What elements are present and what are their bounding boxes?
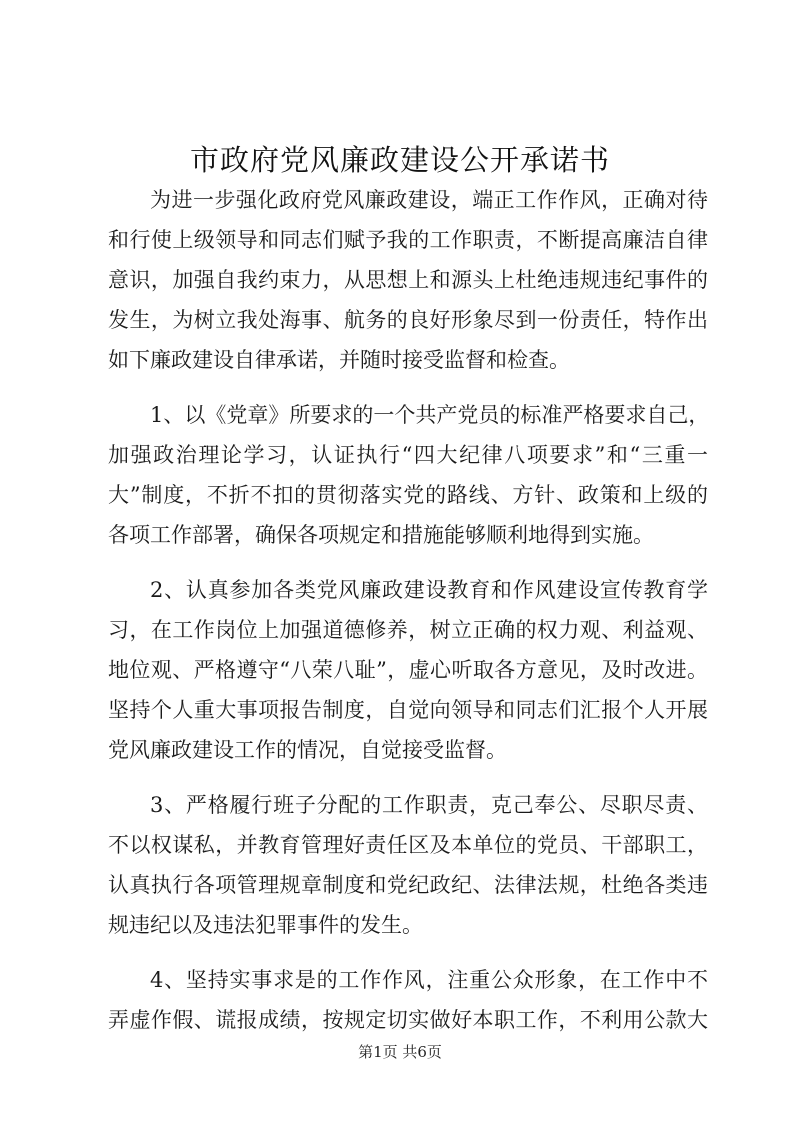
paragraph-item-3 (108, 785, 708, 945)
text-line: 如下廉政建设自律承诺，并随时接受监督和检查。 (108, 348, 570, 372)
paragraph-intro (108, 180, 708, 380)
text-line: 各项工作部署，确保各项规定和措施能够顺利地得到实施。 (108, 523, 654, 547)
text-line: 发生，为树立我处海事、航务的良好形象尽到一份责任，特作出 (108, 308, 708, 332)
text-line: 规违纪以及违法犯罪事件的发生。 (108, 913, 423, 937)
text-line: 弄虚作假、谎报成绩，按规定切实做好本职工作，不利用公款大 (108, 1008, 708, 1032)
page-number-footer: 第1页 共6页 (358, 1043, 442, 1061)
paragraph-item-4 (108, 960, 708, 1040)
text-line: 党风廉政建设工作的情况，自觉接受监督。 (108, 738, 507, 762)
text-line: 意识，加强自我约束力，从思想上和源头上杜绝违规违纪事件的 (108, 268, 708, 292)
text-line: 加强政治理论学习，认证执行“四大纪律八项要求”和“三重一 (108, 443, 708, 467)
page-title: 市政府党风廉政建设公开承诺书 (189, 143, 610, 177)
text-line: 大”制度，不折不扣的贯彻落实党的路线、方针、政策和上级的 (108, 483, 708, 507)
text-line: 1、以《党章》所要求的一个共产党员的标准严格要求自己， (150, 403, 710, 427)
text-line: 3、严格履行班子分配的工作职责，克己奉公、尽职尽责、 (150, 793, 708, 817)
text-line: 认真执行各项管理规章制度和党纪政纪、法律法规，杜绝各类违 (108, 873, 708, 897)
paragraph-item-1 (108, 395, 708, 555)
text-line: 习，在工作岗位上加强道德修养，树立正确的权力观、利益观、 (108, 618, 708, 642)
text-line: 不以权谋私，并教育管理好责任区及本单位的党员、干部职工， (108, 833, 708, 857)
text-line: 坚持个人重大事项报告制度，自觉向领导和同志们汇报个人开展 (108, 698, 708, 722)
text-line: 4、坚持实事求是的工作作风，注重公众形象，在工作中不 (150, 968, 708, 992)
document-body (108, 180, 708, 1040)
paragraph-item-2 (108, 570, 708, 770)
text-line: 和行使上级领导和同志们赋予我的工作职责，不断提高廉洁自律 (108, 228, 708, 252)
text-line: 为进一步强化政府党风廉政建设，端正工作作风，正确对待 (150, 188, 708, 212)
text-line: 地位观、严格遵守“八荣八耻”，虚心听取各方意见，及时改进。 (108, 658, 708, 682)
text-line: 2、认真参加各类党风廉政建设教育和作风建设宣传教育学 (150, 578, 708, 602)
